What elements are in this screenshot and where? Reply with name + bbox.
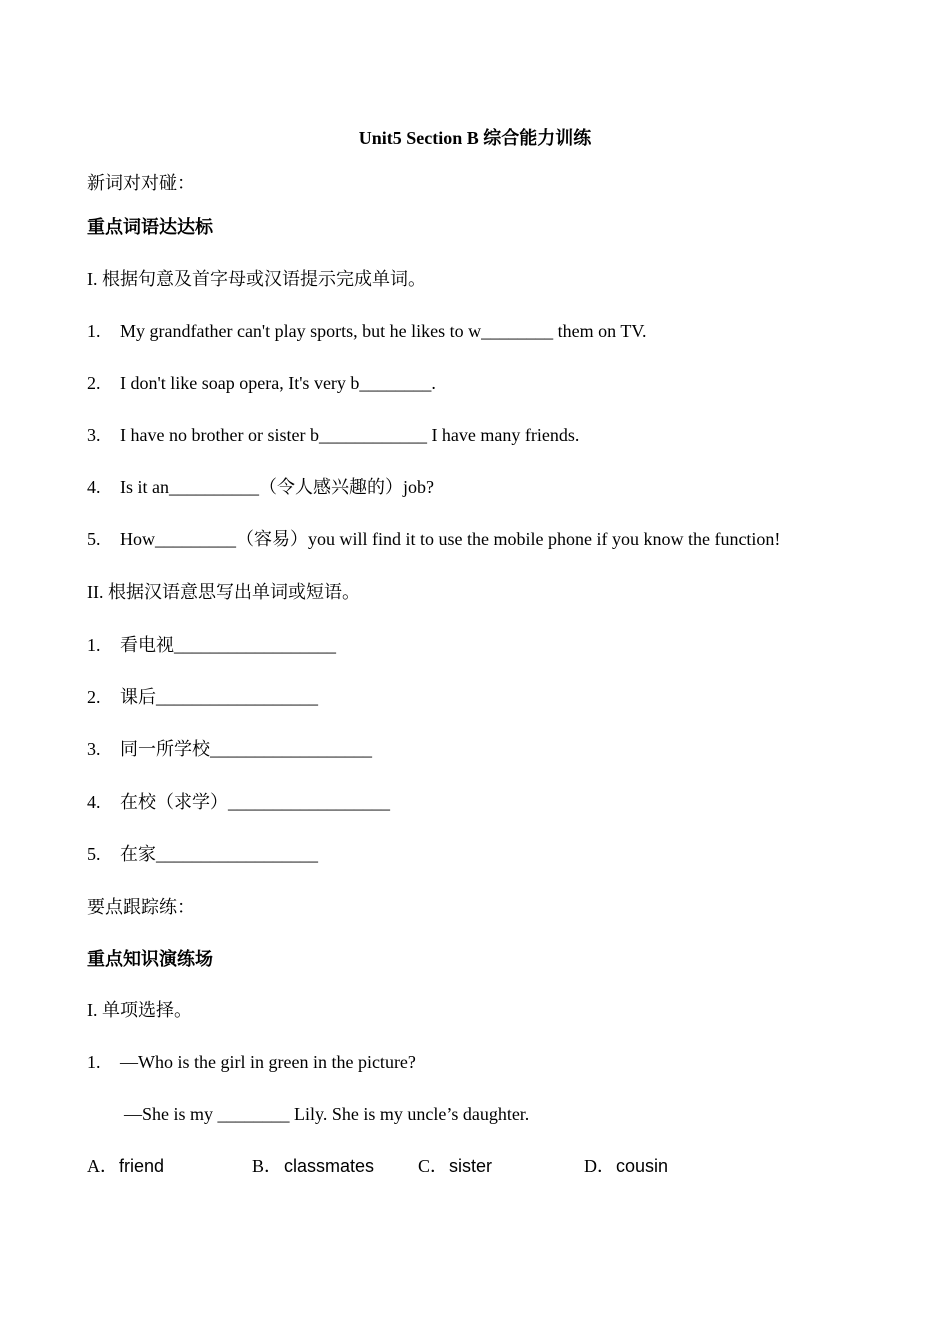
item-number: 2. — [87, 687, 101, 707]
answer-line: —She is my ________ Lily. She is my uncle’s daughter. — [124, 1104, 530, 1124]
choice-letter: B． — [252, 1156, 283, 1176]
item-number: 5. — [87, 844, 101, 864]
item-number: 3. — [87, 739, 101, 759]
question-line: —Who is the girl in green in the picture? — [120, 1052, 416, 1072]
fill-in-item: Is it an__________（令人感兴趣的）job? — [120, 477, 434, 497]
choice-text: classmates — [284, 1156, 375, 1176]
translation-item: 课后__________________ — [120, 687, 318, 707]
translation-item: 在家__________________ — [120, 844, 318, 864]
choice-text: cousin — [616, 1156, 669, 1176]
translation-item: 在校（求学）__________________ — [120, 792, 390, 812]
choice-letter: D． — [584, 1156, 615, 1176]
item-number: 3. — [87, 425, 101, 445]
choice-letter: C． — [418, 1156, 449, 1176]
item-number: 1. — [87, 321, 101, 341]
item-number: 2. — [87, 373, 101, 393]
fill-in-item: I have no brother or sister b____________ I have many friends. — [120, 425, 580, 445]
practice-label: 要点跟踪练： — [87, 897, 195, 917]
fill-in-item: My grandfather can't play sports, but he likes to w________ them on TV. — [120, 321, 647, 341]
fill-in-item: How_________（容易）you will find it to use the mobile phone if you know the function! — [120, 529, 781, 549]
choice-text: sister — [449, 1156, 493, 1176]
part1-instruction: I. 根据句意及首字母或汉语提示完成单词。 — [87, 269, 426, 289]
item-number: 1. — [87, 1052, 101, 1072]
choice-letter: A． — [87, 1156, 118, 1176]
vocab-heading: 重点词语达达标 — [87, 217, 213, 237]
item-number: 4. — [87, 477, 101, 497]
choice-text: friend — [119, 1156, 165, 1176]
part2-instruction: II. 根据汉语意思写出单词或短语。 — [87, 582, 360, 602]
translation-item: 同一所学校__________________ — [120, 739, 372, 759]
document-title: Unit5 Section B 综合能力训练 — [358, 128, 592, 148]
item-number: 1. — [87, 635, 101, 655]
item-number: 4. — [87, 792, 101, 812]
new-words-label: 新词对对碰： — [87, 173, 195, 193]
item-number: 5. — [87, 529, 101, 549]
translation-item: 看电视__________________ — [120, 635, 336, 655]
fill-in-item: I don't like soap opera, It's very b________. — [120, 373, 436, 393]
part3-instruction: I. 单项选择。 — [87, 1000, 192, 1020]
knowledge-heading: 重点知识演练场 — [87, 949, 213, 969]
